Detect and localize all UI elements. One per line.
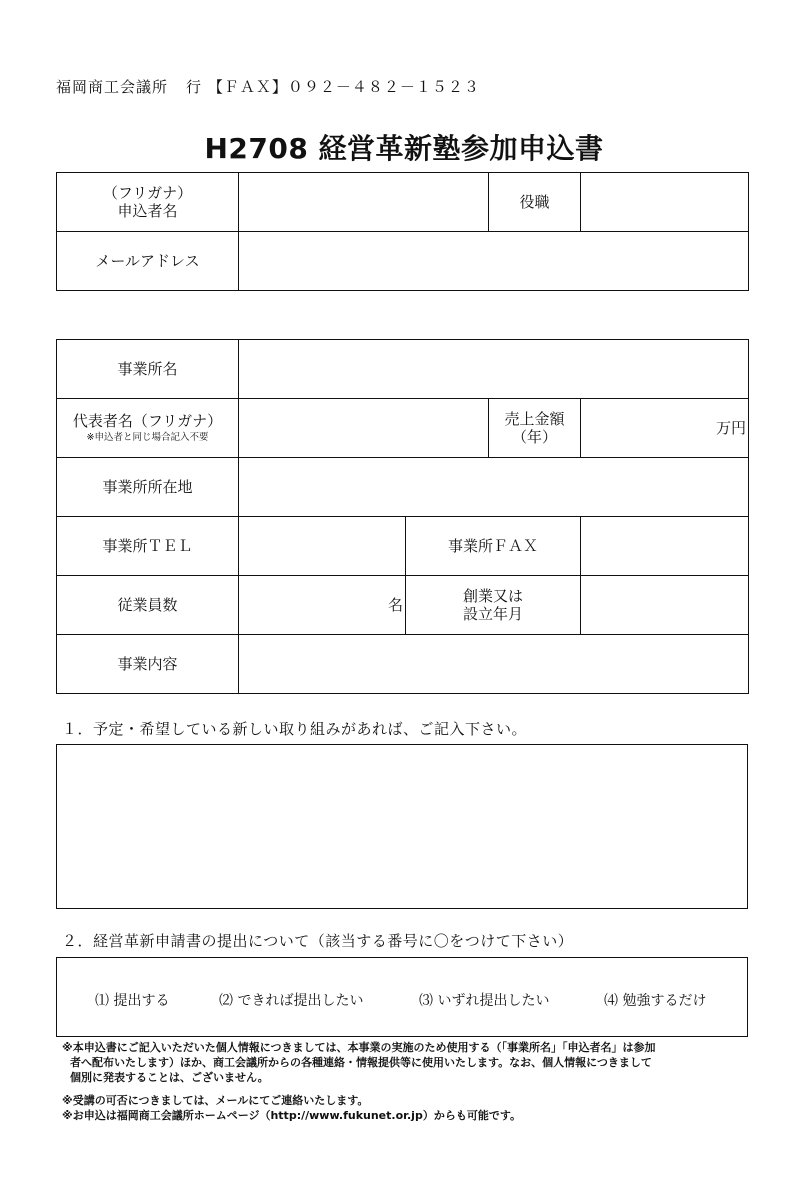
sales-label-text: 売上金額 — [504, 410, 565, 428]
question-2-options-box — [56, 957, 748, 1037]
furigana-label: （フリガナ） — [102, 184, 193, 202]
employees-label: 従業員数 — [57, 576, 239, 635]
business-label: 事業内容 — [57, 635, 239, 694]
option-2[interactable]: ⑵ できれば提出したい — [219, 993, 364, 1009]
founded-field[interactable] — [581, 576, 749, 635]
option-1[interactable]: ⑴ 提出する — [95, 993, 170, 1009]
company-name-label: 事業所名 — [57, 340, 239, 399]
established-label-text: 設立年月 — [462, 605, 523, 623]
fax-label: 事業所ＦＡＸ — [406, 517, 581, 576]
email-label: メールアドレス — [57, 232, 239, 291]
recipient-suffix: 行 — [186, 78, 203, 96]
online-application-note: ※お申込は福岡商工会議所ホームページ（http://www.fukunet.or.jp）からも可能です。 — [62, 1109, 521, 1122]
other-notes — [62, 1093, 521, 1123]
fax-field[interactable] — [581, 517, 749, 576]
address-label: 事業所所在地 — [57, 458, 239, 517]
acceptance-note: ※受講の可否につきましては、メールにてご連絡いたします。 — [62, 1094, 369, 1107]
address-field[interactable] — [239, 458, 749, 517]
applicant-name-label — [57, 173, 239, 232]
business-field[interactable] — [239, 635, 749, 694]
sales-period-label: （年） — [511, 428, 557, 446]
applicant-name-field[interactable] — [239, 173, 489, 232]
sales-unit: 万円 — [715, 419, 746, 437]
representative-note: ※申込者と同じ場合記入不要 — [86, 432, 209, 444]
representative-label-text: 代表者名（フリガナ） — [72, 412, 223, 431]
employees-field[interactable] — [239, 576, 406, 635]
founded-label-text: 創業又は — [462, 587, 523, 605]
sales-label — [489, 399, 581, 458]
fax-header — [56, 76, 480, 97]
position-field[interactable] — [581, 173, 749, 232]
question-1: １．予定・希望している新しい取り組みがあれば、ご記入下さい。 — [62, 720, 528, 738]
representative-label — [57, 399, 239, 458]
fax-number: 【ＦＡＸ】０９２－４８２－１５２３ — [207, 78, 480, 96]
sales-field[interactable] — [581, 399, 749, 458]
applicant-table — [56, 172, 749, 291]
form-title: H2708 経営革新塾参加申込書 — [204, 132, 604, 165]
company-name-field[interactable] — [239, 340, 749, 399]
privacy-note-line-2: 者へ配布いたします）ほか、商工会議所からの各種連絡・情報提供等に使用いたします。なお、個人情報につきまして — [70, 1056, 652, 1069]
representative-field[interactable] — [239, 399, 489, 458]
privacy-note — [62, 1040, 655, 1085]
privacy-note-line-1: ※本申込書にご記入いただいた個人情報につきましては、本事業の実施のため使用する（「事業所名」「申込者名」は参加 — [62, 1041, 656, 1054]
question-2: ２．経営革新申請書の提出について（該当する番号に〇をつけて下さい） — [62, 932, 574, 950]
tel-field[interactable] — [239, 517, 406, 576]
applicant-name-text: 申込者名 — [117, 202, 178, 220]
option-4[interactable]: ⑷ 勉強するだけ — [604, 993, 707, 1009]
tel-label: 事業所ＴＥＬ — [57, 517, 239, 576]
question-1-answer-box[interactable] — [56, 744, 748, 909]
founded-label — [406, 576, 581, 635]
recipient-name: 福岡商工会議所 — [56, 78, 169, 96]
option-3[interactable]: ⑶ いずれ提出したい — [419, 993, 550, 1009]
privacy-note-line-3: 個別に発表することは、ございません。 — [70, 1071, 269, 1084]
employees-unit: 名 — [387, 596, 403, 614]
position-label: 役職 — [489, 173, 581, 232]
company-table — [56, 339, 749, 694]
email-field[interactable] — [239, 232, 749, 291]
